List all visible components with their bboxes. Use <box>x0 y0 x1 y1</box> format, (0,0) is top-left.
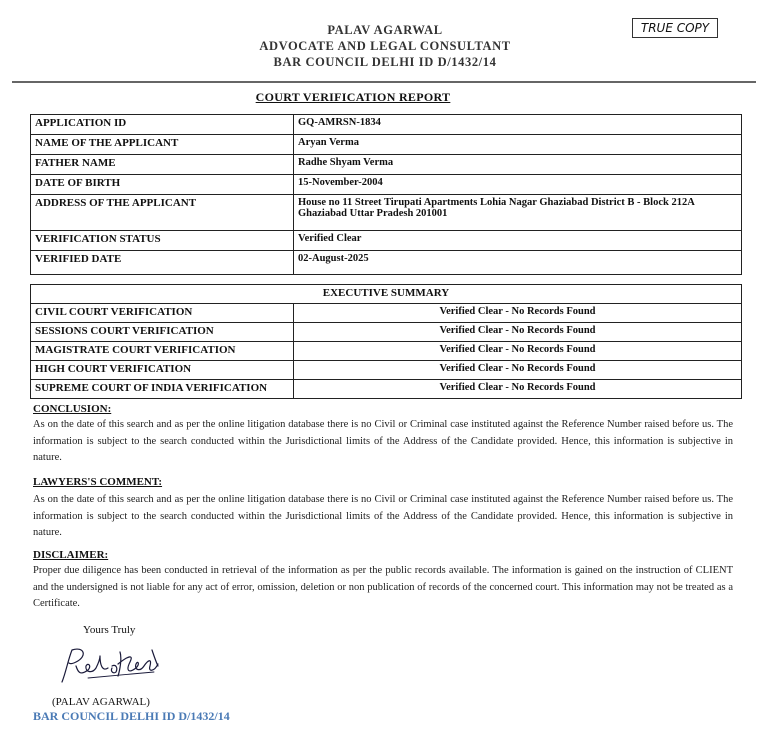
summary-label: HIGH COURT VERIFICATION <box>31 361 294 380</box>
conclusion-text: As on the date of this search and as per the online litigation database there is no Civil or Criminal case instituted against the Reference Number raised before us. The information is subject to the search conducted within the Jurisdictional limits of the Address of the Candidate provided. Hence, this information is subjective in nature. <box>33 419 733 464</box>
info-value: Aryan Verma <box>294 135 742 155</box>
header-divider <box>12 81 756 83</box>
table-row <box>31 304 742 323</box>
table-row <box>31 342 742 361</box>
disclaimer-title: DISCLAIMER: <box>33 549 109 561</box>
letterhead-name: PALAV AGARWAL <box>327 23 443 37</box>
table-row <box>31 135 742 155</box>
table-row <box>31 115 742 135</box>
info-label: ADDRESS OF THE APPLICANT <box>31 195 294 231</box>
table-row <box>31 195 742 231</box>
info-value: House no 11 Street Tirupati Apartments Lohia Nagar Ghaziabad District B - Block 212A Ghaziabad Uttar Pradesh 201001 <box>294 195 742 231</box>
info-label: NAME OF THE APPLICANT <box>31 135 294 155</box>
table-row <box>31 323 742 342</box>
info-value: Verified Clear <box>294 231 742 251</box>
summary-label: SESSIONS COURT VERIFICATION <box>31 323 294 342</box>
info-value: 02-August-2025 <box>294 251 742 275</box>
table-row <box>31 175 742 195</box>
lawyers-comment-title: LAWYERS'S COMMENT: <box>33 476 163 488</box>
summary-value: Verified Clear - No Records Found <box>294 304 742 323</box>
info-value: 15-November-2004 <box>294 175 742 195</box>
table-row <box>31 361 742 380</box>
summary-value: Verified Clear - No Records Found <box>294 323 742 342</box>
conclusion-title: CONCLUSION: <box>33 403 112 415</box>
executive-summary-title: EXECUTIVE SUMMARY <box>31 285 742 304</box>
info-label: APPLICATION ID <box>31 115 294 135</box>
info-label: DATE OF BIRTH <box>31 175 294 195</box>
applicant-info-table <box>30 114 742 275</box>
info-label: VERIFICATION STATUS <box>31 231 294 251</box>
table-row <box>31 231 742 251</box>
summary-label: MAGISTRATE COURT VERIFICATION <box>31 342 294 361</box>
summary-label: SUPREME COURT OF INDIA VERIFICATION <box>31 380 294 399</box>
info-value: GQ-AMRSN-1834 <box>294 115 742 135</box>
disclaimer-text: Proper due diligence has been conducted in retrieval of the information as per the public records available. The information is gained on the instruction of CLIENT and the undersigned is not liable for any act of error, omission, deletion or non publication of records of the concerned court. This information may not be treated as a Certificate. <box>33 565 733 610</box>
table-header-row <box>31 285 742 304</box>
report-title: COURT VERIFICATION REPORT <box>255 90 451 104</box>
summary-label: CIVIL COURT VERIFICATION <box>31 304 294 323</box>
table-row <box>31 155 742 175</box>
info-value: Radhe Shyam Verma <box>294 155 742 175</box>
table-row <box>31 380 742 399</box>
letterhead-bar-id: BAR COUNCIL DELHI ID D/1432/14 <box>273 55 497 69</box>
true-copy-stamp: TRUE COPY <box>632 18 718 38</box>
handwritten-signature <box>58 642 168 686</box>
lawyers-comment-text: As on the date of this search and as per the online litigation database there is no Civil or Criminal case instituted against the Reference Number raised before us. The information is subject to the search conducted within the Jurisdictional limits of the Address of the Candidate provided. Hence, this information is subjective in nature. <box>33 494 733 539</box>
footer-bar-id: BAR COUNCIL DELHI ID D/1432/14 <box>33 709 230 723</box>
letterhead-role: ADVOCATE AND LEGAL CONSULTANT <box>259 39 511 53</box>
executive-summary-table <box>30 284 742 399</box>
summary-value: Verified Clear - No Records Found <box>294 342 742 361</box>
table-row <box>31 251 742 275</box>
info-label: VERIFIED DATE <box>31 251 294 275</box>
info-label: FATHER NAME <box>31 155 294 175</box>
summary-value: Verified Clear - No Records Found <box>294 361 742 380</box>
signer-name: (PALAV AGARWAL) <box>52 696 150 708</box>
summary-value: Verified Clear - No Records Found <box>294 380 742 399</box>
closing-salutation: Yours Truly <box>83 624 136 636</box>
